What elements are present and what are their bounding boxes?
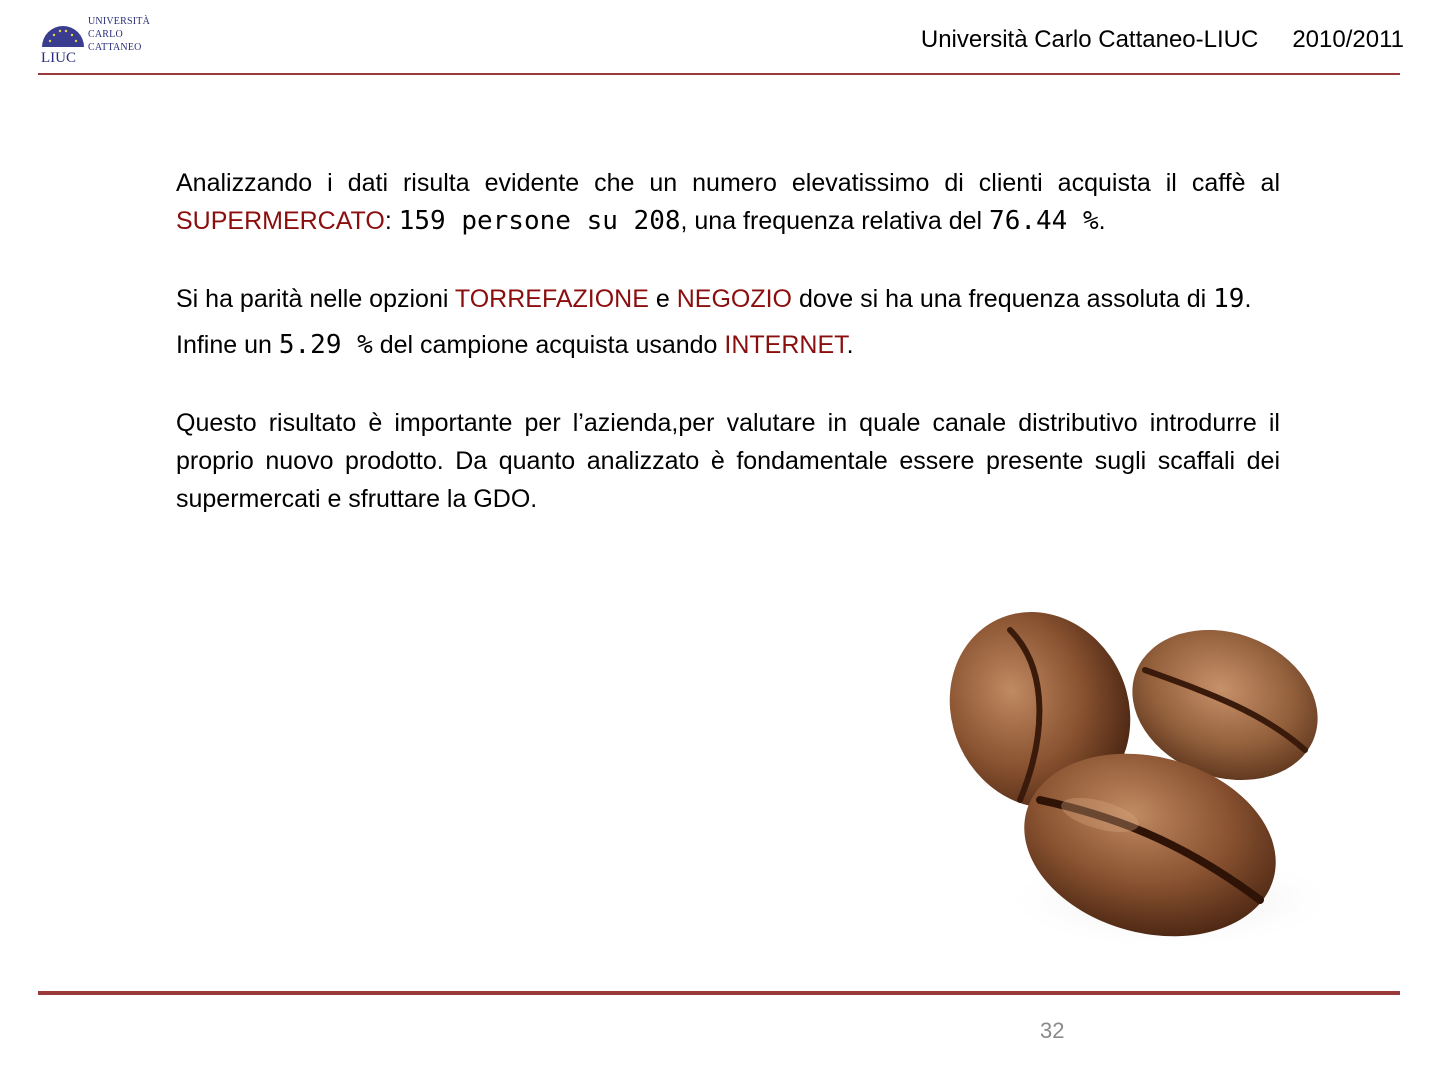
logo-line-3: CATTANEO [88,42,142,53]
logo-line-2: CARLO [88,29,123,40]
logo-line-1: UNIVERSITÀ [88,16,150,27]
text-run: Infine un [176,331,279,359]
text-run: e [648,285,677,313]
liuc-emblem-icon [40,17,86,63]
text-run: . [1098,207,1106,235]
text-run: Analizzando i dati risulta evidente che un numero elevatissimo di clienti acquista il caffè al [176,169,1280,197]
university-logo [40,15,152,67]
logo-mark: LIUC [41,50,76,63]
stat-frequency: 19 [1213,284,1245,314]
institution-name: Università Carlo Cattaneo-LIUC [920,26,1259,53]
paragraph-internet [176,326,1280,364]
page-number: 32 [1040,1018,1065,1043]
paragraph-conclusion: Questo risultato è importante per l’azienda,per valutare in quale canale distributivo introdurre il proprio nuovo prodotto. Da quanto analizzato è fondamentale essere presente sugli scaffali dei supermercati e sfruttare la GDO. [176,409,1280,513]
highlight-supermercato: SUPERMERCATO [176,207,385,235]
highlight-negozio: NEGOZIO [676,285,793,313]
stat-percent: 76.44 % [989,206,1099,236]
paragraph-supermarket [176,164,1280,240]
footer-divider [38,991,1400,995]
paragraph-parity [176,280,1280,318]
text-run: : [384,207,399,235]
academic-year: 2010/2011 [1292,26,1404,53]
header-divider [38,73,1400,75]
header-info [921,26,1404,54]
coffee-beans-image [940,600,1340,970]
text-run: . [846,331,854,359]
highlight-internet: INTERNET [724,331,847,359]
stat-internet-percent: 5.29 % [278,330,373,360]
text-run: dove si ha una frequenza assoluta di [792,285,1214,313]
logo-wordmark [88,15,150,54]
text-run: Si ha parità nelle opzioni [176,285,455,313]
highlight-torrefazione: TORREFAZIONE [454,285,649,313]
text-run: . [1244,285,1252,313]
text-run: , una frequenza relativa del [680,207,990,235]
stat-count: 159 persone su 208 [398,206,681,236]
slide-body [176,164,1280,518]
text-run: del campione acquista usando [372,331,725,359]
